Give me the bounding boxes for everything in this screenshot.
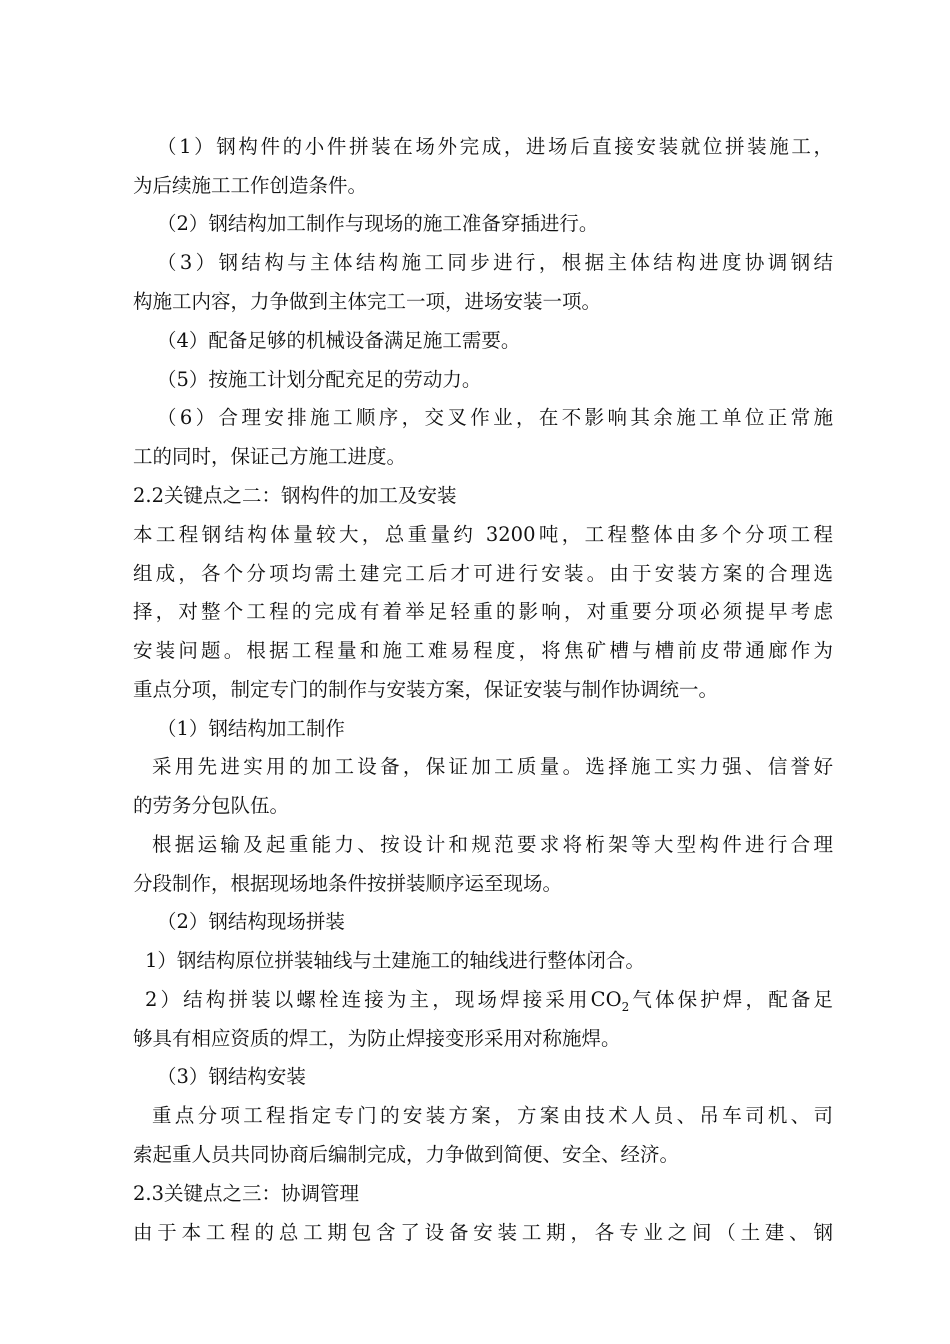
paragraph-line: （1）钢构件的小件拼装在场外完成，进场后直接安装就位拼装施工， <box>157 135 833 158</box>
subsection-heading: （2）钢结构现场拼装 <box>157 910 345 933</box>
co2-formula <box>590 988 630 1014</box>
subsection-heading: （1）钢结构加工制作 <box>157 717 345 740</box>
paragraph-line: （6）合理安排施工顺序，交叉作业，在不影响其余施工单位正常施 <box>157 406 833 429</box>
paragraph-line: 工的同时，保证己方施工进度。 <box>133 445 407 468</box>
paragraph-line: 构施工内容，力争做到主体完工一项，进场安装一项。 <box>133 290 602 313</box>
paragraph-line: 本工程钢结构体量较大，总重量约 3200吨，工程整体由多个分项工程 <box>133 523 833 546</box>
co2-base: CO <box>590 988 622 1011</box>
section-heading: 2.3关键点之三：协调管理 <box>133 1182 360 1205</box>
paragraph-line: 够具有相应资质的焊工，为防止焊接变形采用对称施焊。 <box>133 1027 621 1050</box>
paragraph-line: 的劳务分包队伍。 <box>133 794 290 817</box>
subsection-heading: （3）钢结构安装 <box>157 1065 306 1088</box>
paragraph-line-co2 <box>145 986 833 1014</box>
paragraph-line: 择，对整个工程的完成有着举足轻重的影响，对重要分项必须提早考虑 <box>133 600 833 623</box>
paragraph-line: 组成，各个分项均需土建完工后才可进行安装。由于安装方案的合理选 <box>133 562 833 585</box>
paragraph-line: （4）配备足够的机械设备满足施工需要。 <box>157 329 521 352</box>
co2-subscript: 2 <box>621 999 630 1014</box>
paragraph-line: 索起重人员共同协商后编制完成，力争做到简便、安全、经济。 <box>133 1143 680 1166</box>
paragraph-line: 重点分项，制定专门的制作与安装方案，保证安装与制作协调统一。 <box>133 678 719 701</box>
paragraph-line: 为后续施工工作创造条件。 <box>133 174 368 197</box>
paragraph-line: （3）钢结构与主体结构施工同步进行，根据主体结构进度协调钢结 <box>157 251 833 274</box>
line-text-before: 2）结构拼装以螺栓连接为主，现场焊接采用 <box>145 988 591 1011</box>
paragraph-line: （5）按施工计划分配充足的劳动力。 <box>157 368 482 391</box>
paragraph-line: 采用先进实用的加工设备，保证加工质量。选择施工实力强、信誉好 <box>152 755 833 778</box>
paragraph-line: 根据运输及起重能力、按设计和规范要求将桁架等大型构件进行合理 <box>152 833 833 856</box>
paragraph-line: 1）钢结构原位拼装轴线与土建施工的轴线进行整体闭合。 <box>145 949 645 972</box>
line-text-after: 气体保护焊，配备足 <box>629 988 833 1011</box>
section-heading: 2.2关键点之二：钢构件的加工及安装 <box>133 484 457 507</box>
paragraph-line: 重点分项工程指定专门的安装方案，方案由技术人员、吊车司机、司 <box>152 1104 833 1127</box>
paragraph-line: 安装问题。根据工程量和施工难易程度，将焦矿槽与槽前皮带通廊作为 <box>133 639 833 662</box>
paragraph-line: 由于本工程的总工期包含了设备安装工期，各专业之间（土建、钢 <box>133 1221 833 1244</box>
paragraph-line: （2）钢结构加工制作与现场的施工准备穿插进行。 <box>157 212 599 235</box>
paragraph-line: 分段制作，根据现场地条件按拼装顺序运至现场。 <box>133 872 563 895</box>
